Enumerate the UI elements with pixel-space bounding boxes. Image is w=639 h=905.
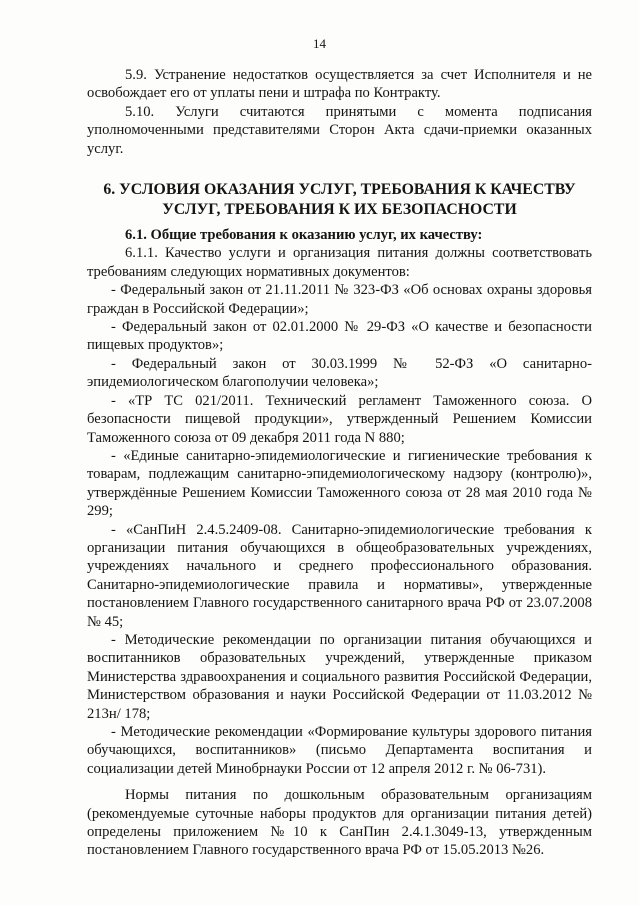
paragraph-5-10: 5.10. Услуги считаются принятыми с момента подписания уполномоченными представителями Сторон Акта сдачи-приемки оказанных услуг. [87,103,592,157]
page-number: 14 [313,36,326,51]
document-item-healthy-nutrition: - Методические рекомендации «Формирование культуры здорового питания обучающихся, воспитанников» (письмо Департамента воспитания и социализации детей Минобрнауки России от 12 апреля 2012 г. № 06-731). [87,724,592,777]
document-item-52-fz: - Федеральный закон от 30.03.1999 № 52-ФЗ «О санитарно-эпидемиологическом благополучии человека»; [87,355,592,391]
paragraph-5-9: 5.9. Устранение недостатков осуществляется за счет Исполнителя и не освобождает его от уплаты пени и штрафа по Контракту. [87,67,592,102]
document-item-tr-ts-021: - «ТР ТС 021/2011. Технический регламент Таможенного союза. О безопасности пищевой продукции», утвержденный Решением Комиссии Таможенного союза от 09 декабря 2011 года N 880; [87,392,592,446]
document-item-sanpin-2-4-5: - «СанПиН 2.4.5.2409-08. Санитарно-эпидемиологические требования к организации питания обучающихся в общеобразовательных учреждениях, учреждениях начального и среднего профессионального образования. Санитарно-эпидемиологические правила и нормативы», утвержденные постановлением Главного государственного санитарного врача РФ от 23.07.2008 № 45; [87,521,592,630]
paragraph-6-1-1: 6.1.1. Качество услуги и организация питания должны соответствовать требованиям следующих нормативных документов: [87,245,592,280]
document-item-unified-requirements: - «Единые санитарно-эпидемиологические и гигиенические требования к товарам, подлежащим санитарно-эпидемиологическому надзору (контролю)», утверждённые Решением Комиссии Таможенного союза от 28 мая 2010 года № 299; [87,447,592,520]
document-item-29-fz: - Федеральный закон от 02.01.2000 № 29-ФЗ «О качестве и безопасности пищевых продуктов»; [87,319,592,354]
document-item-method-recommendations: - Методические рекомендации по организации питания обучающихся и воспитанников образовательных учреждений, утвержденные приказом Министерства здравоохранения и социального развития Российской Федерации, Министерством образования и науки Российской Федерации от 11.03.2012 № 213н/ 178; [87,631,592,722]
document-body [87,66,592,860]
section-heading: 6. УСЛОВИЯ ОКАЗАНИЯ УСЛУГ, ТРЕБОВАНИЯ К КАЧЕСТВУ УСЛУГ, ТРЕБОВАНИЯ К ИХ БЕЗОПАСНОСТИ [103,181,576,219]
closing-paragraph: Нормы питания по дошкольным образовательным организациям (рекомендуемые суточные наборы продуктов для организации питания детей) определены приложением №10 к СанПин 2.4.1.3049-13, утвержденным постановлением Главного государственного врача РФ от 15.05.2013 №26. [87,787,592,859]
document-item-323-fz: - Федеральный закон от 21.11.2011 № 323-ФЗ «Об основах охраны здоровья граждан в Российской Федерации»; [87,282,592,317]
subsection-heading: 6.1. Общие требования к оказанию услуг, их качеству: [125,227,483,244]
